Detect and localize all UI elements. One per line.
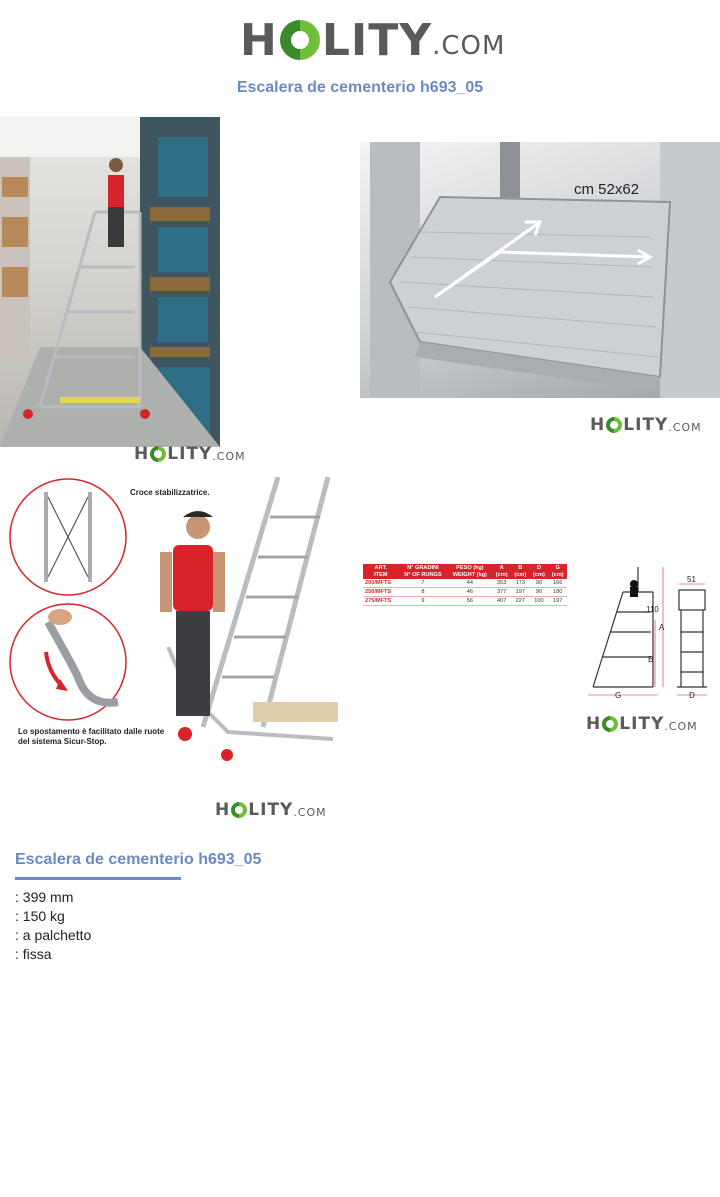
table-cell: 227 <box>511 597 530 606</box>
spec-table-header-row <box>363 564 567 579</box>
col-header-line: (cm) <box>533 571 545 578</box>
drawing-dim-51: 51 <box>687 575 696 584</box>
col-header-line: PESO (kg) <box>456 565 484 571</box>
table-cell: 197 <box>548 597 567 606</box>
logo-text-left: H <box>240 14 278 66</box>
table-cell: 9 <box>399 597 448 606</box>
col-header-line: (cm) <box>514 571 527 578</box>
section-title: Escalera de cementerio h693_05 <box>15 851 262 868</box>
logo-text-right: LITY <box>321 14 433 66</box>
table-cell: 90 <box>530 579 549 588</box>
logo-text-left: H <box>134 444 150 464</box>
logo-text-right: LITY <box>248 800 294 820</box>
holity-watermark <box>215 799 327 821</box>
spec-item: : 150 kg <box>15 908 65 924</box>
col-header <box>399 564 448 579</box>
logo-text-left: H <box>586 714 602 734</box>
logo-suffix: .COM <box>293 806 327 819</box>
col-header-line: G <box>555 565 560 571</box>
col-header <box>363 564 399 579</box>
table-cell: 407 <box>492 597 511 606</box>
col-header <box>548 564 567 579</box>
logo-o-icon <box>606 417 622 433</box>
spec-item: : 399 mm <box>15 889 74 905</box>
table-row <box>363 597 567 606</box>
col-header-line: ART. <box>374 565 387 571</box>
section-divider <box>15 877 181 880</box>
table-cell: 180 <box>548 588 567 597</box>
holity-logo[interactable] <box>240 14 505 66</box>
col-header-line: B <box>518 565 523 571</box>
logo-text-right: LITY <box>623 415 669 435</box>
col-header-line: (cm) <box>495 571 508 578</box>
drawing-dim-b: B <box>648 655 654 664</box>
logo-text-right: LITY <box>619 714 665 734</box>
table-cell: 44 <box>447 579 492 588</box>
logo-o-icon <box>150 446 166 462</box>
table-cell: 173 <box>511 579 530 588</box>
table-cell: 353 <box>492 579 511 588</box>
col-header-line: ITEM <box>374 571 388 578</box>
technical-drawing[interactable] <box>583 562 713 700</box>
logo-suffix: .COM <box>212 450 246 463</box>
holity-watermark <box>586 713 698 735</box>
spec-table <box>363 564 567 606</box>
logo-text-left: H <box>215 800 231 820</box>
logo-suffix: .COM <box>432 31 506 61</box>
table-cell: 7 <box>399 579 448 588</box>
logo-o-icon <box>602 716 618 732</box>
drawing-dim-d: D <box>689 691 695 700</box>
platform-photo[interactable] <box>360 142 720 398</box>
holity-watermark <box>590 414 702 436</box>
spec-list <box>15 888 91 964</box>
col-header <box>492 564 511 579</box>
stabilizer-caption: Croce stabilizzatrice. <box>130 488 210 497</box>
table-cell: 56 <box>447 597 492 606</box>
spec-item: : a palchetto <box>15 927 92 943</box>
table-cell: 166 <box>548 579 567 588</box>
logo-o-icon <box>280 20 320 60</box>
warehouse-photo[interactable] <box>0 117 220 447</box>
col-header <box>511 564 530 579</box>
table-cell: 197 <box>511 588 530 597</box>
col-header-line: N° OF RUNGS <box>404 571 442 578</box>
logo-suffix: .COM <box>664 720 698 733</box>
drawing-dim-110: 110 <box>646 605 659 614</box>
table-row <box>363 588 567 597</box>
table-cell: 90 <box>530 588 549 597</box>
logo-text-left: H <box>590 415 606 435</box>
table-row <box>363 579 567 588</box>
col-header-line: (cm) <box>551 571 564 578</box>
logo-text-right: LITY <box>167 444 213 464</box>
col-header <box>447 564 492 579</box>
col-header-line: D <box>536 565 541 571</box>
logo-suffix: .COM <box>668 421 702 434</box>
table-cell: 200/MFTS <box>363 579 399 588</box>
table-cell: 275/MFTS <box>363 597 399 606</box>
page-title: Escalera de cementerio h693_05 <box>236 79 484 96</box>
platform-size-label: cm 52x62 <box>574 181 640 198</box>
table-cell: 46 <box>447 588 492 597</box>
drawing-dim-g: G <box>615 691 622 700</box>
holity-watermark <box>134 443 246 465</box>
col-header-line: N° GRADINI <box>407 565 439 571</box>
spec-item: : fissa <box>15 946 52 962</box>
col-header <box>530 564 549 579</box>
table-cell: 250/MFTS <box>363 588 399 597</box>
col-header-line: WEIGHT (kg) <box>452 571 487 578</box>
logo-o-icon <box>231 802 247 818</box>
col-header-line: A <box>499 565 504 571</box>
table-cell: 100 <box>530 597 549 606</box>
wheels-caption: Lo spostamento è facilitato dalle ruote del sistema Sicur-Stop. <box>18 727 165 746</box>
table-cell: 8 <box>399 588 448 597</box>
drawing-dim-a: A <box>659 623 665 632</box>
table-cell: 377 <box>492 588 511 597</box>
